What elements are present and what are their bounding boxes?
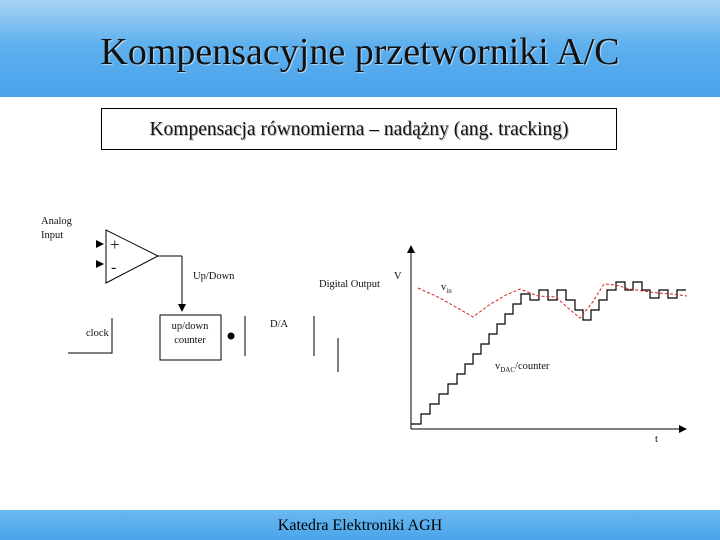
comparator-minus-sign: - bbox=[111, 259, 117, 276]
slide-title: Kompensacyjne przetworniki A/C bbox=[100, 31, 620, 73]
footer-text: Katedra Elektroniki AGH bbox=[277, 517, 443, 534]
v-axis-label: V bbox=[394, 271, 402, 282]
slide-subtitle: Kompensacja równomierna – nadążny (ang. tracking) bbox=[149, 119, 569, 140]
vdac-staircase-trace bbox=[411, 282, 686, 424]
dac-label: D/A bbox=[270, 319, 289, 330]
comparator-plus-sign: + bbox=[110, 235, 120, 254]
analog-input-label-line2: Input bbox=[41, 230, 64, 241]
updown-label: Up/Down bbox=[193, 271, 235, 282]
bus-junction-dot bbox=[228, 333, 235, 340]
plus-input-arrow bbox=[96, 240, 104, 248]
vdac-label: $v_{DAC}$/counter bbox=[495, 361, 550, 374]
t-axis-label: t bbox=[655, 434, 658, 445]
clock-label: clock bbox=[86, 328, 109, 339]
digital-output-label: Digital Output bbox=[319, 279, 380, 290]
vin-label: $v_{in}$ bbox=[441, 282, 452, 295]
minus-input-arrow bbox=[96, 260, 104, 268]
counter-label-line1: up/down bbox=[171, 321, 209, 332]
vin-signal-trace bbox=[418, 284, 687, 318]
analog-input-label-line1: Analog bbox=[41, 216, 72, 227]
counter-label-line2: counter bbox=[174, 335, 206, 346]
